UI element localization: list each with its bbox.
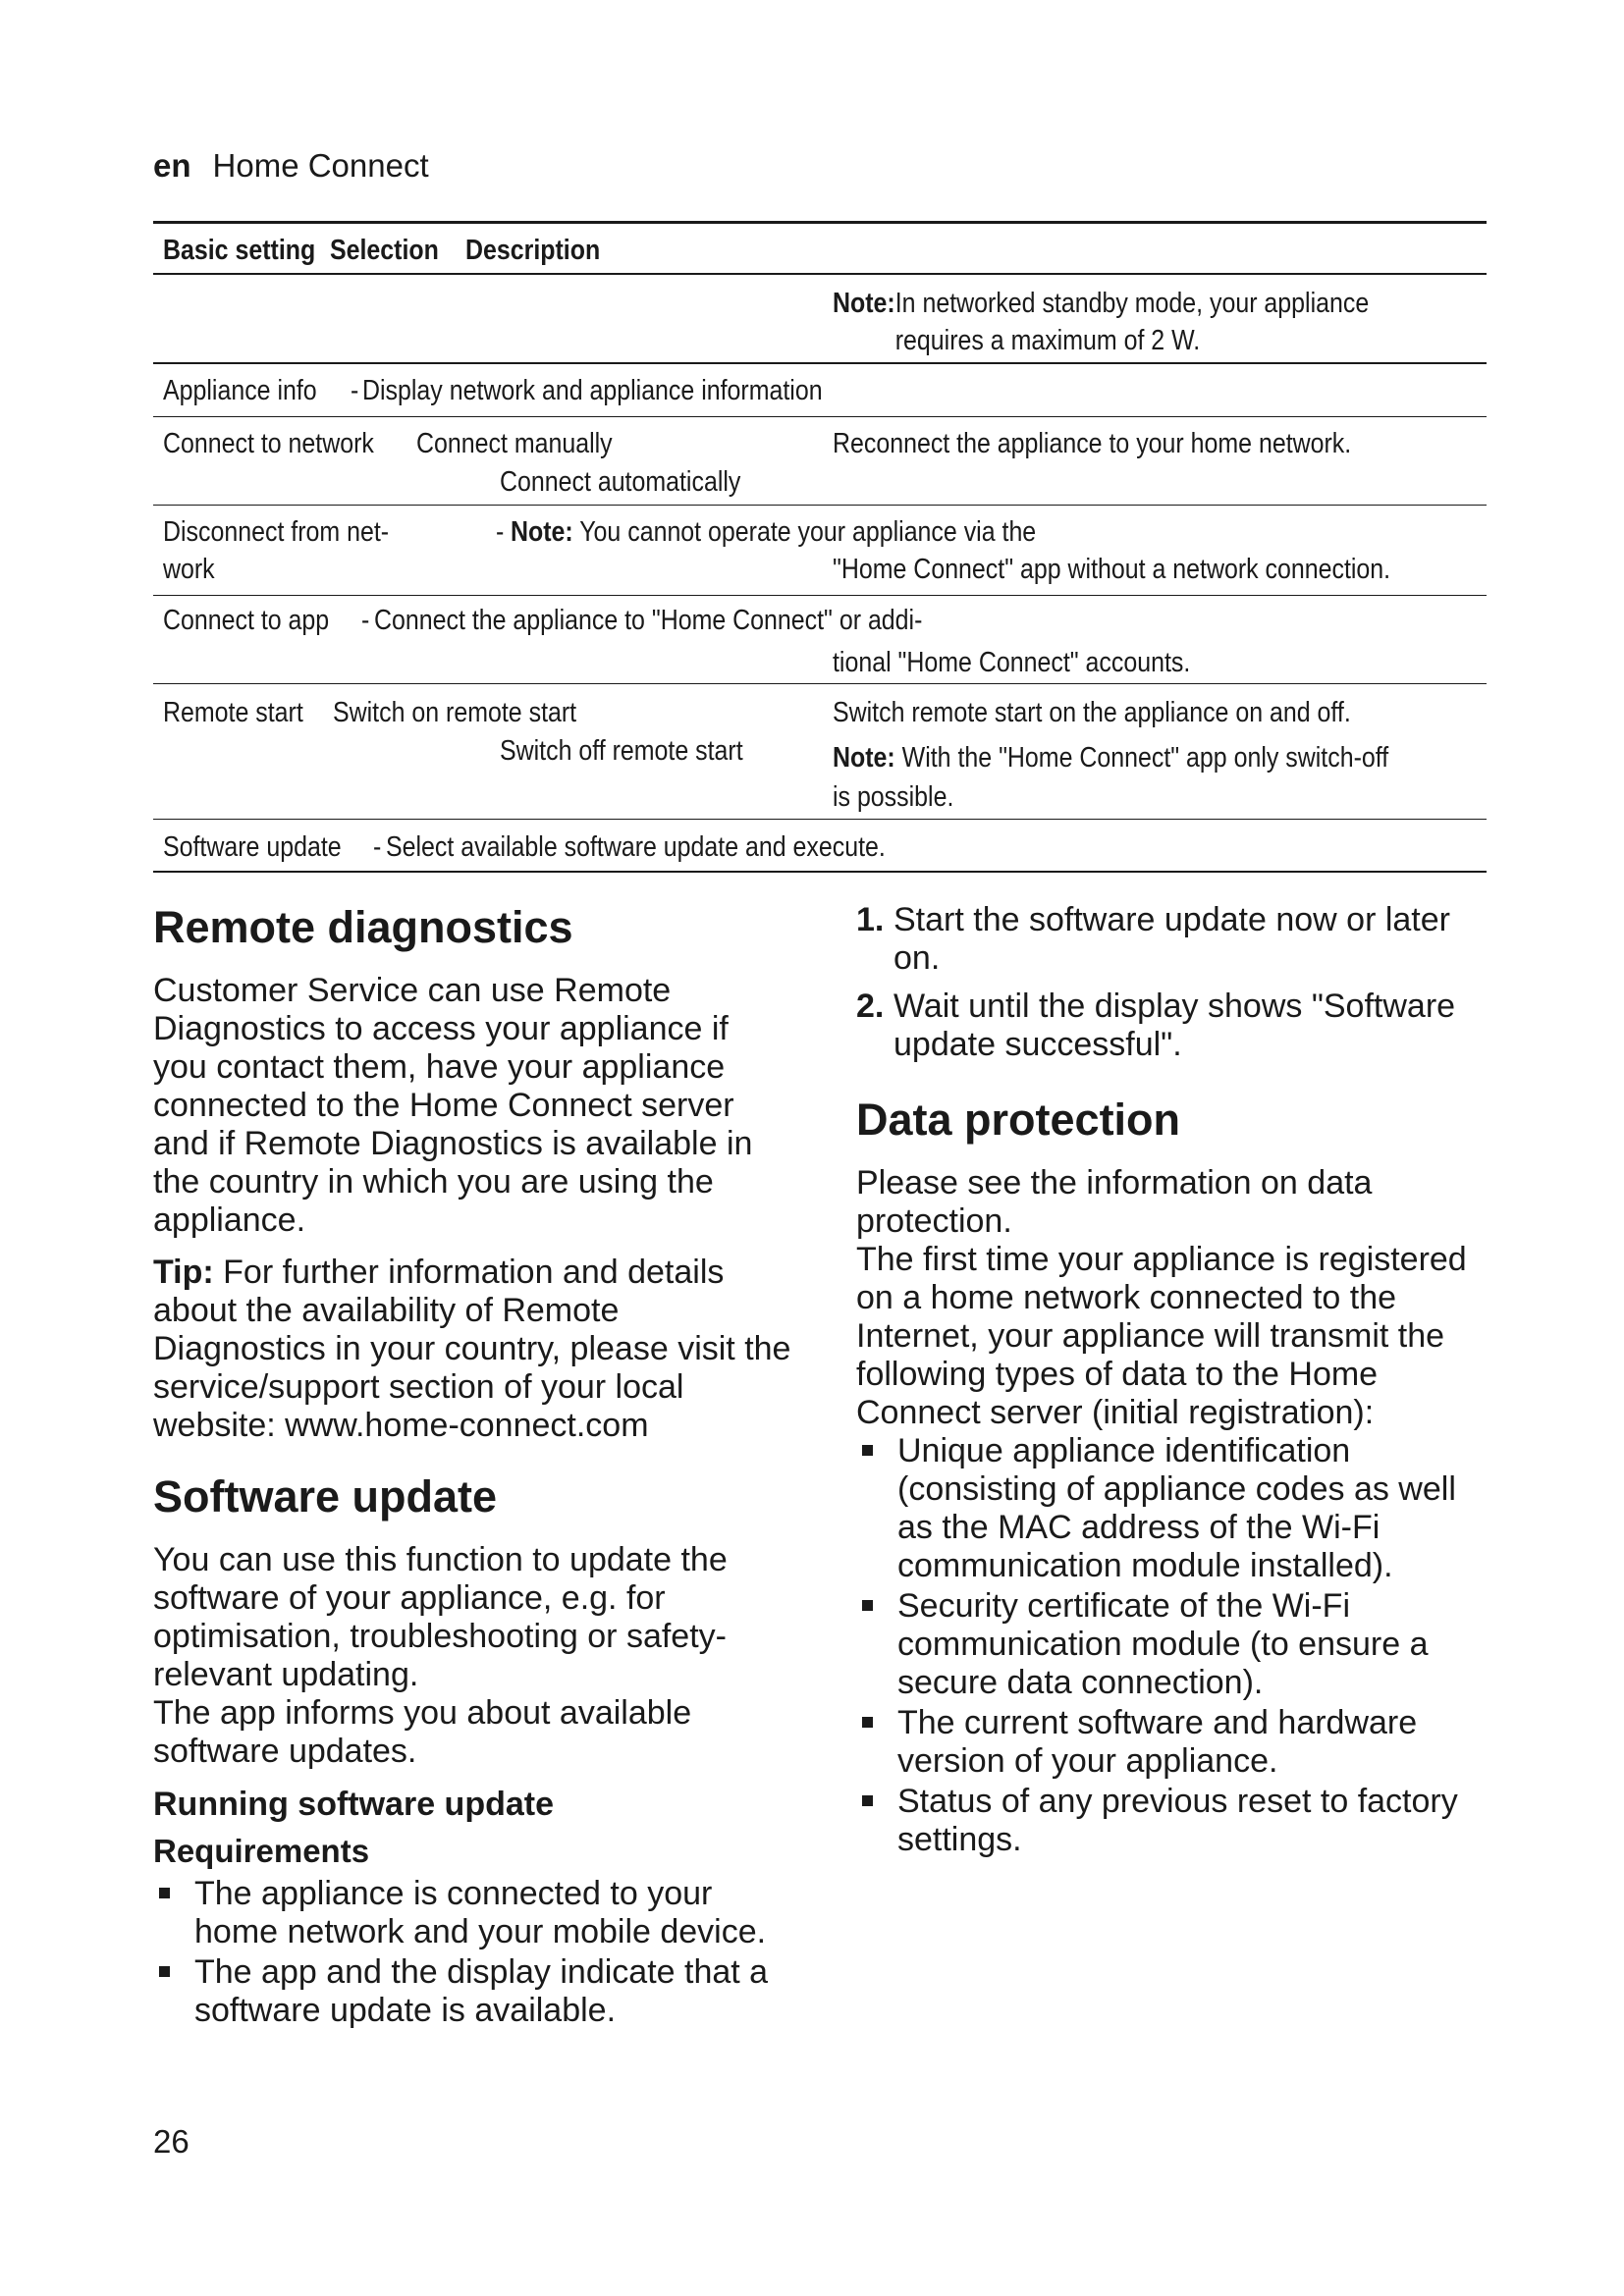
row5-selection-1: Switch on remote start	[333, 697, 577, 728]
list-item	[153, 1953, 791, 2030]
row4-description-2: tional "Home Connect" accounts.	[833, 647, 1191, 678]
note-label: Note:	[833, 742, 895, 774]
list-item-text: The app and the display indicate that a software update is available.	[194, 1953, 769, 2029]
row4-setting: Connect to app	[163, 605, 330, 636]
row3-note-text-1: You cannot operate your appliance via the	[572, 516, 1037, 548]
page-header	[153, 147, 429, 185]
row5-setting: Remote start	[163, 697, 303, 728]
language-code: en	[153, 147, 191, 184]
step-item	[856, 988, 1489, 1064]
bullet-square-icon	[862, 1600, 873, 1611]
running-software-update-heading: Running software update	[153, 1786, 554, 1823]
note-label: Note:	[511, 516, 573, 548]
row1-description: Display network and appliance information	[362, 375, 823, 406]
row2-selection-2: Connect automatically	[500, 466, 741, 498]
row3-selection: -	[496, 516, 505, 548]
col-header-description: Description	[465, 235, 601, 266]
bullet-square-icon	[159, 1966, 170, 1977]
row2-setting: Connect to network	[163, 428, 374, 459]
remote-diagnostics-heading: Remote diagnostics	[153, 902, 573, 952]
row5-note-text-2: is possible.	[833, 781, 954, 813]
row6-setting: Software update	[163, 831, 342, 863]
table-rule	[153, 416, 1487, 417]
list-item-text: The current software and hardware version of your appliance.	[897, 1704, 1418, 1780]
row6-selection: -	[373, 831, 382, 863]
row4-selection: -	[361, 605, 370, 636]
list-item	[856, 1704, 1489, 1781]
data-protection-heading: Data protection	[856, 1095, 1181, 1145]
note-label: Note:	[833, 288, 895, 319]
row1-selection: -	[351, 375, 359, 406]
data-protection-text-1: Please see the information on data protection.	[856, 1164, 1373, 1240]
step-text: Start the software update now or later on.	[893, 901, 1450, 977]
steps-list	[856, 901, 1489, 1064]
list-item-text: Unique appliance identification (consisting of appliance codes as well as the MAC address of the Wi-Fi communication module installed).	[897, 1432, 1456, 1584]
software-update-heading: Software update	[153, 1471, 498, 1522]
remote-diagnostics-text: Customer Service can use Remote Diagnostics to access your appliance if you contact them, have your appliance connected to the Home Connect server and if Remote Diagnostics is available in the country in which you are using the appliance.	[153, 972, 753, 1239]
data-protection-text-2: The first time your appliance is registered on a home network connected to the Internet, your appliance will transmit the following types of data to the Home Connect server (initial registration):	[856, 1241, 1467, 1431]
row5-description: Switch remote start on the appliance on and off.	[833, 697, 1351, 728]
col-header-selection: Selection	[330, 235, 439, 266]
row2-description: Reconnect the appliance to your home network.	[833, 428, 1352, 459]
row3-setting-2: work	[163, 554, 215, 585]
table-rule	[153, 683, 1487, 684]
step-text: Wait until the display shows "Software update successful".	[893, 988, 1456, 1063]
row4-description-1: Connect the appliance to "Home Connect" or addi-	[374, 605, 923, 636]
software-update-text-2: The app informs you about available software updates.	[153, 1694, 692, 1770]
table-rule	[153, 595, 1487, 596]
table-rule	[153, 362, 1487, 364]
bullet-square-icon	[862, 1717, 873, 1728]
row3-setting-1: Disconnect from net-	[163, 516, 390, 548]
bullet-square-icon	[862, 1795, 873, 1806]
col-header-basic-setting: Basic setting	[163, 235, 316, 266]
row5-selection-2: Switch off remote start	[500, 735, 743, 767]
row0-note-text: In networked standby mode, your appliance requires a maximum of 2 W.	[894, 288, 1370, 356]
requirements-list	[153, 1875, 791, 2030]
tip-label: Tip:	[153, 1254, 214, 1291]
list-item	[856, 1587, 1489, 1702]
row3-note-text-2: "Home Connect" app without a network connection.	[833, 554, 1391, 585]
table-bottom-rule	[153, 871, 1487, 873]
list-item	[153, 1875, 791, 1951]
bullet-square-icon	[862, 1445, 873, 1456]
row1-setting: Appliance info	[163, 375, 317, 406]
page-number: 26	[153, 2123, 189, 2160]
step-item	[856, 901, 1489, 978]
step-number: 2.	[856, 988, 885, 1025]
data-items-list	[856, 1432, 1489, 1859]
requirements-heading: Requirements	[153, 1833, 370, 1869]
table-rule	[153, 819, 1487, 820]
tip-paragraph	[153, 1254, 791, 1445]
row6-description: Select available software update and execute.	[386, 831, 886, 863]
tip-text: For further information and details about the availability of Remote Diagnostics in your country, please visit the service/support section of your local website: www.home-connect.com	[153, 1254, 791, 1444]
row5-note-line1	[833, 739, 1388, 776]
list-item-text: Security certificate of the Wi-Fi communication module (to ensure a secure data connection).	[897, 1587, 1429, 1701]
right-column	[856, 901, 1489, 1867]
software-update-text-1: You can use this function to update the software of your appliance, e.g. for optimisation, troubleshooting or safety-relevant updating.	[153, 1541, 728, 1693]
table-header-rule	[153, 273, 1487, 275]
row0-note-line1	[833, 285, 1402, 359]
table-top-rule	[153, 221, 1487, 224]
step-number: 1.	[856, 901, 885, 938]
table-rule	[153, 505, 1487, 506]
row3-note-line1	[511, 513, 1036, 551]
left-column	[153, 901, 791, 2038]
row2-selection-1: Connect manually	[416, 428, 613, 459]
row5-note-text-1: With the "Home Connect" app only switch-off	[894, 742, 1389, 774]
section-title: Home Connect	[212, 147, 429, 184]
list-item-text: Status of any previous reset to factory settings.	[897, 1783, 1458, 1858]
list-item	[856, 1783, 1489, 1859]
bullet-square-icon	[159, 1888, 170, 1898]
list-item	[856, 1432, 1489, 1585]
list-item-text: The appliance is connected to your home network and your mobile device.	[194, 1875, 767, 1950]
